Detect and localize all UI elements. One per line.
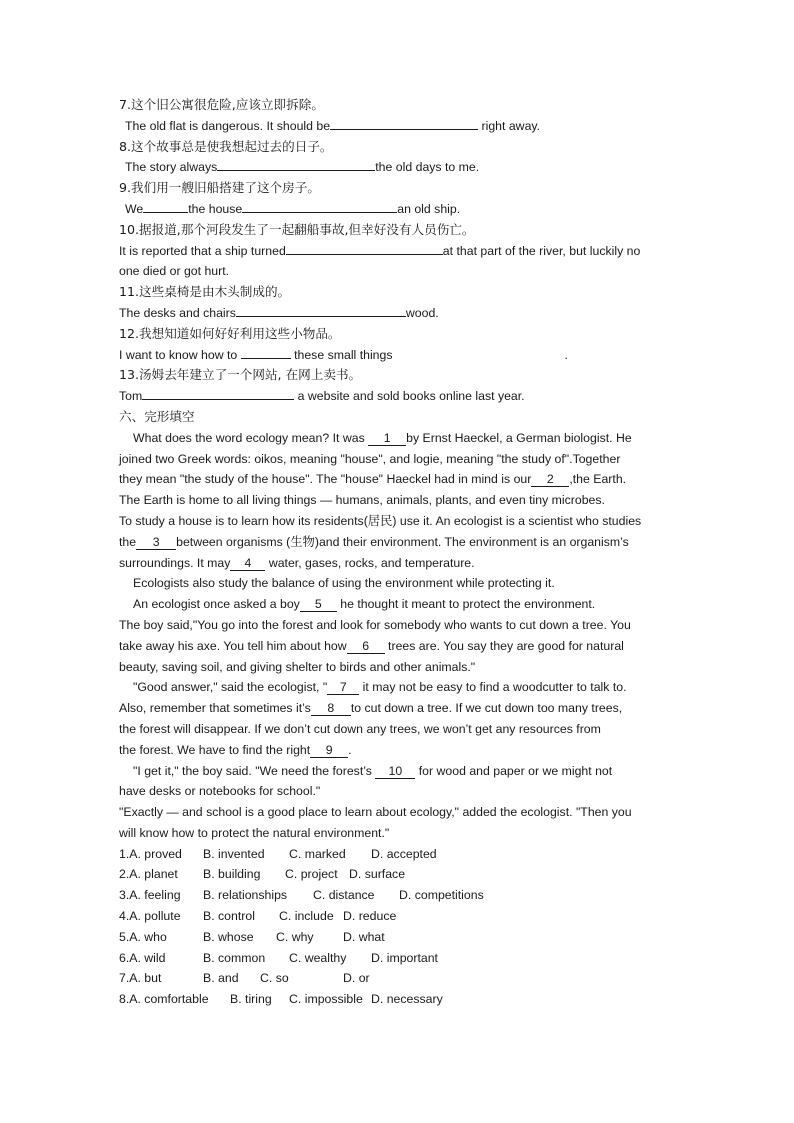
text: "I get it," the boy said. "We need the forest’s [133, 763, 376, 778]
answer-blank[interactable] [217, 157, 375, 171]
cloze-line [119, 636, 679, 657]
option-a[interactable]: 7.A. but [119, 971, 162, 986]
cloze-line [119, 677, 679, 698]
options-row-3 [119, 885, 679, 906]
text: an old ship. [397, 201, 461, 216]
question-13-english [119, 386, 679, 407]
option-d[interactable]: D. what [343, 929, 385, 944]
cloze-line: joined two Greek words: oikos, meaning "house", and logie, meaning "the study of".Together [119, 451, 621, 466]
question-7-chinese: 7.这个旧公寓很危险,应该立即拆除。 [119, 97, 324, 112]
cloze-blank-7[interactable]: 7 [327, 680, 359, 695]
text: I want to know how to [119, 347, 241, 362]
text: the old days to me. [375, 160, 480, 175]
question-10-english [119, 241, 679, 262]
option-c[interactable]: C. impossible [289, 992, 363, 1007]
option-c[interactable]: C. wealthy [289, 950, 347, 965]
question-10-english-cont: one died or got hurt. [119, 264, 230, 279]
option-d[interactable]: D. necessary [371, 992, 443, 1007]
cloze-line: Ecologists also study the balance of using the environment while protecting it. [133, 576, 555, 591]
question-13-chinese: 13.汤姆去年建立了一个网站, 在网上卖书。 [119, 367, 362, 383]
text: trees are. You say they are good for natural [384, 638, 624, 653]
option-d[interactable]: D. competitions [399, 888, 484, 903]
text: wood. [405, 305, 439, 320]
cloze-blank-9[interactable]: 9 [310, 743, 348, 758]
option-b[interactable]: B. invented [203, 846, 265, 861]
options-row-4 [119, 906, 679, 927]
option-b[interactable]: B. building [203, 867, 261, 882]
option-c[interactable]: C. include [279, 909, 334, 924]
cloze-line: the forest will disappear. If we don’t cut down any trees, we won’t get any resources from [119, 721, 601, 736]
question-10-chinese: 10.据报道,那个河段发生了一起翻船事故,但幸好没有人员伤亡。 [119, 221, 475, 237]
cloze-blank-6[interactable]: 6 [347, 639, 385, 654]
options-row-6 [119, 948, 679, 969]
text: Also, remember that sometimes it’s [119, 701, 311, 716]
text: Tom [119, 389, 143, 404]
cloze-line [119, 428, 679, 449]
text: The desks and chairs [119, 305, 236, 320]
cloze-line [119, 532, 679, 553]
option-a[interactable]: 2.A. planet [119, 867, 178, 882]
text: right away. [478, 118, 541, 133]
question-9-english [119, 199, 679, 220]
text: The story always [125, 160, 218, 175]
cloze-line [119, 469, 679, 490]
option-d[interactable]: D. important [371, 950, 438, 965]
text: . [564, 347, 568, 362]
cloze-line: To study a house is to learn how its residents(居民) use it. An ecologist is a scientist who studies [119, 513, 642, 528]
answer-blank[interactable] [236, 303, 406, 317]
options-row-2 [119, 864, 679, 885]
options-row-7 [119, 968, 679, 989]
option-b[interactable]: B. relationships [203, 888, 288, 903]
cloze-blank-4[interactable]: 4 [230, 556, 265, 571]
text: surroundings. It may [119, 555, 231, 570]
text: water, gases, rocks, and temperature. [265, 555, 475, 570]
text: it may not be easy to find a woodcutter to talk to. [359, 680, 627, 695]
worksheet-page [119, 95, 679, 1010]
text: . [348, 742, 352, 757]
option-c[interactable]: C. marked [289, 846, 346, 861]
option-c[interactable]: C. distance [313, 888, 375, 903]
answer-blank[interactable] [286, 241, 443, 255]
text: take away his axe. You tell him about how [119, 638, 347, 653]
question-8-english [119, 157, 679, 178]
option-b[interactable]: B. control [203, 909, 255, 924]
answer-blank[interactable] [143, 199, 188, 213]
text: for wood and paper or we might not [415, 763, 613, 778]
cloze-blank-3[interactable]: 3 [136, 535, 176, 550]
question-11-english [119, 303, 679, 324]
options-row-8 [119, 989, 679, 1010]
cloze-line [119, 740, 679, 761]
option-a[interactable]: 6.A. wild [119, 950, 166, 965]
cloze-line: beauty, saving soil, and giving shelter to birds and other animals." [119, 659, 476, 674]
text: by Ernst Haeckel, a German biologist. He [406, 430, 632, 445]
text: the house [188, 201, 243, 216]
cloze-line [119, 761, 679, 782]
cloze-blank-8[interactable]: 8 [311, 701, 351, 716]
text: What does the word ecology mean? It was [133, 430, 369, 445]
cloze-line: "Exactly — and school is a good place to learn about ecology," added the ecologist. "Then you [119, 805, 632, 820]
question-12-english [119, 345, 679, 366]
cloze-line: will know how to protect the natural environment." [119, 825, 390, 840]
option-b[interactable]: B. tiring [230, 992, 272, 1007]
question-8-chinese: 8.这个故事总是使我想起过去的日子。 [119, 138, 333, 154]
option-b[interactable]: B. common [203, 950, 266, 965]
option-d[interactable]: D. accepted [371, 846, 437, 861]
cloze-line [119, 594, 679, 615]
question-7-english [119, 116, 679, 137]
cloze-blank-5[interactable]: 5 [300, 597, 337, 612]
options-row-5 [119, 927, 679, 948]
answer-blank[interactable] [330, 116, 478, 130]
text: at that part of the river, but luckily no [442, 243, 641, 258]
answer-blank[interactable] [242, 199, 397, 213]
section-title-cloze: 六、完形填空 [119, 408, 195, 424]
cloze-blank-1[interactable]: 1 [368, 431, 406, 446]
cloze-line [119, 553, 679, 574]
option-d[interactable]: D. surface [349, 867, 406, 882]
cloze-blank-2[interactable]: 2 [531, 472, 569, 487]
text: a website and sold books online last year. [294, 389, 525, 404]
text: We [125, 201, 144, 216]
option-a[interactable]: 5.A. who [119, 929, 167, 944]
cloze-blank-10[interactable]: 10 [375, 764, 415, 779]
options-row-1 [119, 844, 679, 865]
text: the [119, 534, 137, 549]
answer-blank[interactable] [142, 386, 294, 400]
option-d[interactable]: D. or [343, 971, 370, 986]
option-a[interactable]: 3.A. feeling [119, 888, 181, 903]
option-a[interactable]: 8.A. comfortable [119, 992, 209, 1007]
text: these small things [290, 347, 393, 362]
text: the forest. We have to find the right [119, 742, 311, 757]
option-c[interactable]: C. so [260, 971, 289, 986]
option-c[interactable]: C. project [285, 867, 338, 882]
option-b[interactable]: B. and [203, 971, 239, 986]
text: The old flat is dangerous. It should be [125, 118, 331, 133]
cloze-line: The boy said,"You go into the forest and look for somebody who wants to cut down a tree. You [119, 617, 631, 632]
text: he thought it meant to protect the environment. [336, 597, 596, 612]
option-a[interactable]: 1.A. proved [119, 846, 182, 861]
text: they mean "the study of the house". The "house" Haeckel had in mind is our [119, 472, 532, 487]
option-c[interactable]: C. why [276, 929, 314, 944]
question-11-chinese: 11.这些桌椅是由木头制成的。 [119, 284, 291, 300]
option-d[interactable]: D. reduce [343, 909, 397, 924]
cloze-line [119, 698, 679, 719]
text: ,the Earth. [569, 472, 627, 487]
text: between organisms (生物)and their environment. The environment is an organism’s [176, 534, 629, 549]
cloze-line: The Earth is home to all living things — humans, animals, plants, and even tiny microbes. [119, 493, 605, 508]
answer-blank[interactable] [241, 345, 291, 359]
option-b[interactable]: B. whose [203, 929, 254, 944]
text: to cut down a tree. If we cut down too many trees, [350, 701, 623, 716]
text: It is reported that a ship turned [119, 243, 286, 258]
option-a[interactable]: 4.A. pollute [119, 909, 181, 924]
text: An ecologist once asked a boy [133, 597, 300, 612]
text: "Good answer," said the ecologist, " [133, 680, 328, 695]
question-12-chinese: 12.我想知道如何好好利用这些小物品。 [119, 325, 341, 341]
cloze-line: have desks or notebooks for school." [119, 784, 321, 799]
question-9-chinese: 9.我们用一艘旧船搭建了这个房子。 [119, 180, 320, 196]
